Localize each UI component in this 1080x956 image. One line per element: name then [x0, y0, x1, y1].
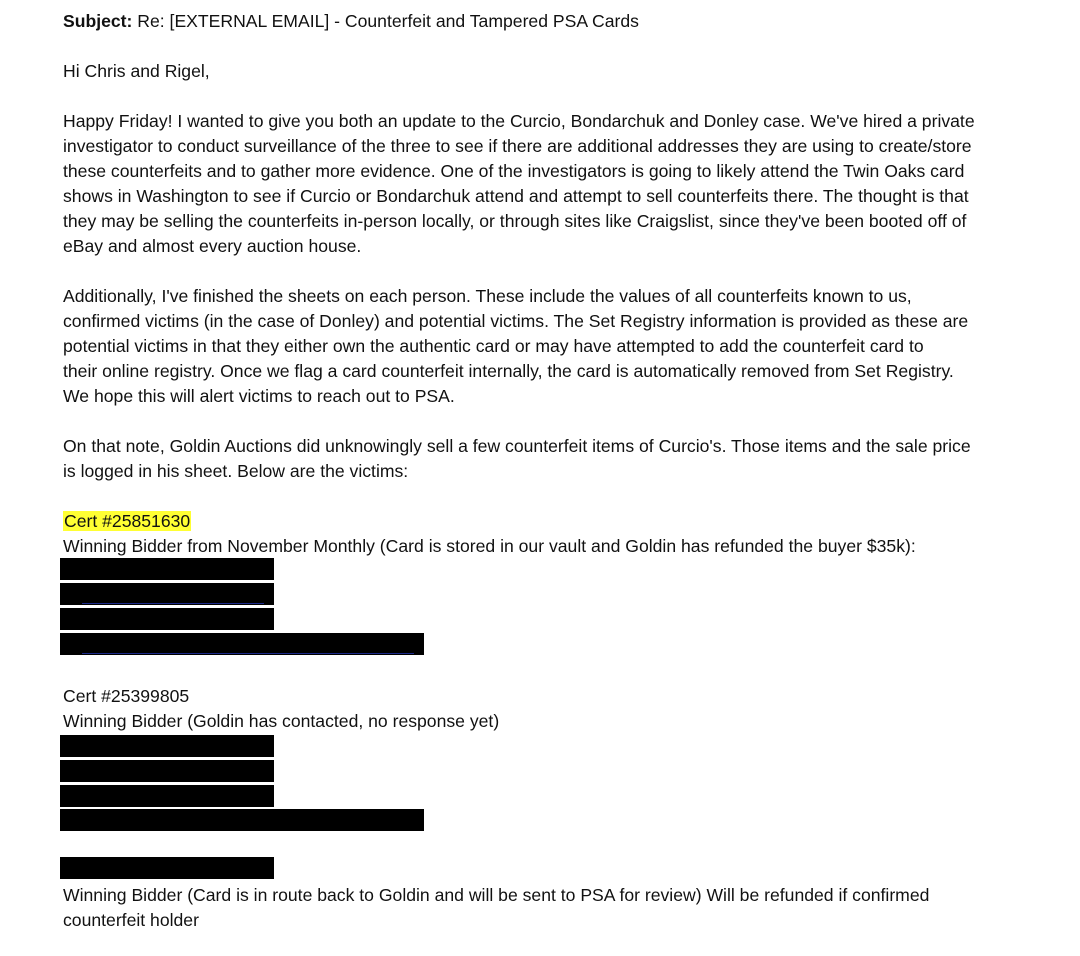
redaction-bar — [60, 633, 424, 655]
paragraph-2-line: Additionally, I've finished the sheets on each person. These include the values of all counterfeits known to us, — [63, 286, 912, 306]
victim-3-description: counterfeit holder — [63, 910, 199, 930]
victim-2-cert: Cert #25399805 — [63, 686, 190, 706]
subject-text: Re: [EXTERNAL EMAIL] - Counterfeit and Tampered PSA Cards — [132, 11, 639, 31]
paragraph-3-line: is logged in his sheet. Below are the victims: — [63, 461, 409, 481]
paragraph-3-line: On that note, Goldin Auctions did unknowingly sell a few counterfeit items of Curcio's. Those items and the sale price — [63, 436, 971, 456]
greeting: Hi Chris and Rigel, — [63, 61, 210, 81]
paragraph-1-line: shows in Washington to see if Curcio or Bondarchuk attend and attempt to sell counterfeits there. The thought is that — [63, 186, 969, 206]
paragraph-1-line: investigator to conduct surveillance of the three to see if there are additional addresses they are using to create/store — [63, 136, 972, 156]
redaction-bar — [60, 857, 274, 879]
redaction-bar — [60, 735, 274, 757]
paragraph-2-line: their online registry. Once we flag a card counterfeit internally, the card is automatically removed from Set Registry. — [63, 361, 954, 381]
redaction-bar — [60, 760, 274, 782]
redaction-bar — [60, 558, 274, 580]
redaction-bar — [60, 809, 424, 831]
redaction-bar — [60, 608, 274, 630]
victim-1-cert — [63, 509, 1063, 534]
victim-1-description: Winning Bidder from November Monthly (Card is stored in our vault and Goldin has refunded the buyer $35k): — [63, 536, 916, 556]
paragraph-1-line: eBay and almost every auction house. — [63, 236, 362, 256]
paragraph-2-line: confirmed victims (in the case of Donley) and potential victims. The Set Registry information is provided as these are — [63, 311, 969, 331]
victim-3-description: Winning Bidder (Card is in route back to Goldin and will be sent to PSA for review) Will be refunded if confirmed — [63, 885, 930, 905]
paragraph-1-line: these counterfeits and to gather more evidence. One of the investigators is going to likely attend the Twin Oaks card — [63, 161, 965, 181]
redaction-bar — [60, 583, 274, 605]
cert-highlight: Cert #25851630 — [64, 511, 191, 531]
subject-label: Subject: — [63, 11, 133, 31]
paragraph-1-line: they may be selling the counterfeits in-person locally, or through sites like Craigslist, since they've been booted off of — [63, 211, 967, 231]
paragraph-2-line: potential victims in that they either own the authentic card or may have attempted to add the counterfeit card to — [63, 336, 924, 356]
redaction-bar — [60, 785, 274, 807]
paragraph-1-line: Happy Friday! I wanted to give you both an update to the Curcio, Bondarchuk and Donley case. We've hired a private — [63, 111, 975, 131]
paragraph-2-line: We hope this will alert victims to reach out to PSA. — [63, 386, 455, 406]
victim-2-description: Winning Bidder (Goldin has contacted, no response yet) — [63, 711, 500, 731]
email-document — [63, 9, 1063, 559]
subject-line — [63, 9, 1063, 34]
